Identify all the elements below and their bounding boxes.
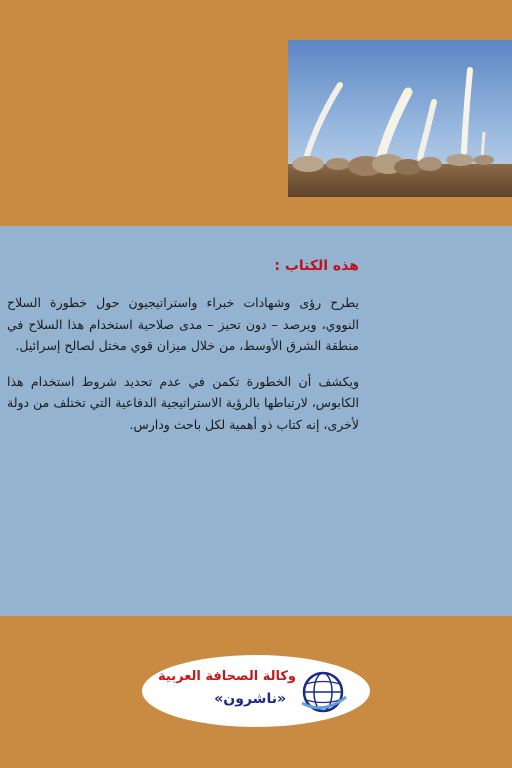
description-paragraph-2: ويكشف أن الخطورة تكمن في عدم تحديد شروط استخدام هذا الكابوس، لارتباطها بالرؤية الاستراتيجية الدفاعية التي تختلف من دولة لأخرى، إنه كتاب ذو أهمية لكل باحث ودارس. [7, 373, 359, 432]
missile-launch-image [288, 40, 512, 197]
missile-launch-photo [288, 40, 512, 197]
book-description [7, 258, 359, 449]
publisher-logo [142, 655, 370, 727]
globe-emblem-icon [298, 667, 348, 717]
top-band [0, 0, 512, 226]
description-paragraph-1: يطرح رؤى وشهادات خبراء واستراتيجيون حول خطورة السلاح النووي، ويرصد – دون تحيز – مدى صلاحية استخدام هذا السلاح في منطقة الشرق الأوسط، من خلال ميزان قوي مختل لصالح إسرائيل. [7, 295, 359, 353]
publisher-tag: «ناشرون» [214, 691, 286, 707]
about-book-heading: هذه الكتاب : [274, 258, 359, 274]
publisher-name: وكالة الصحافة العربية [158, 669, 296, 684]
